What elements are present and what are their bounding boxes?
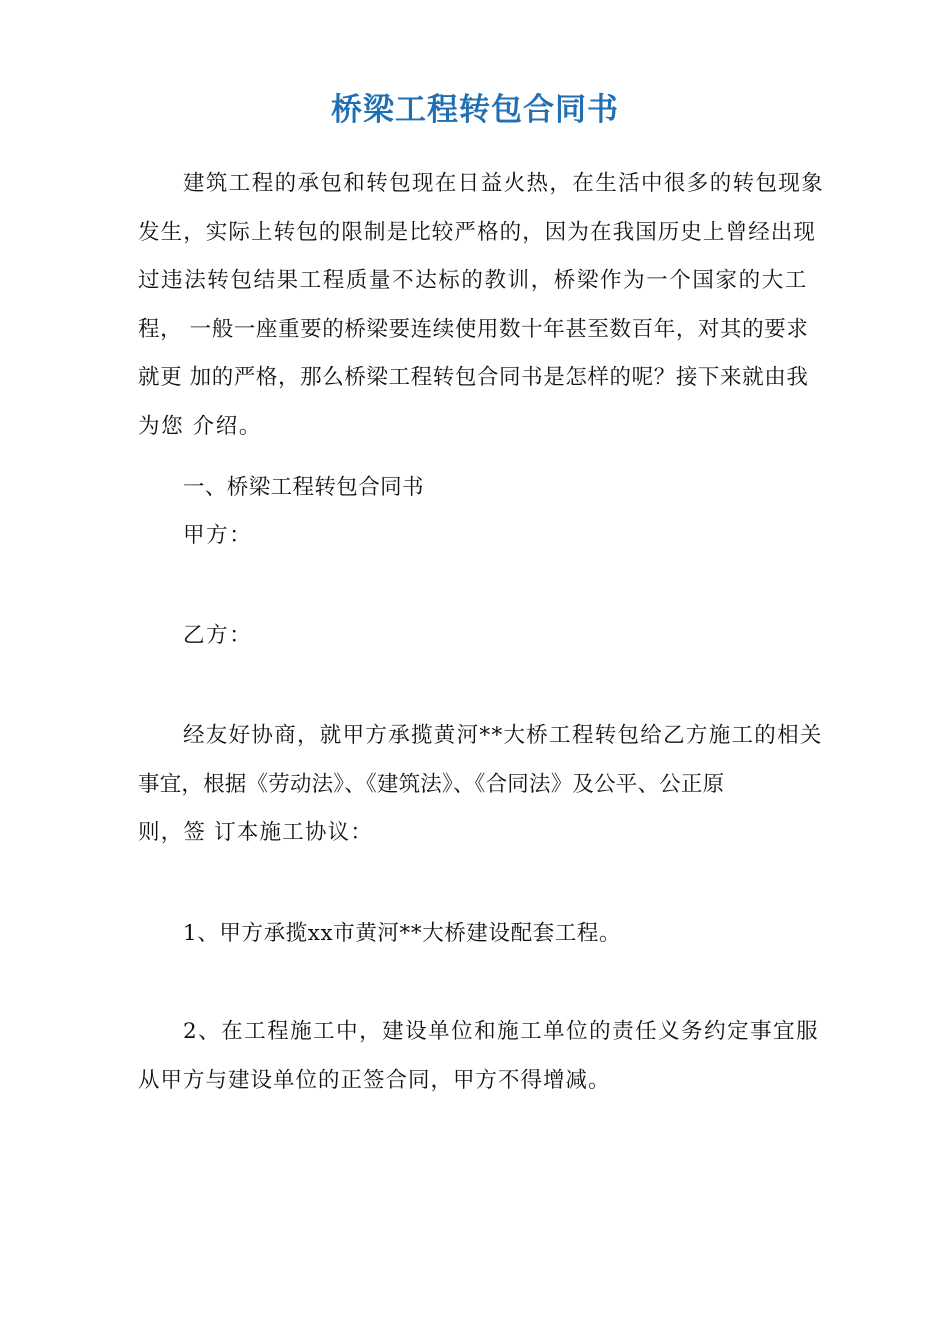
party-b-line [138,612,826,661]
intro-line: 就更 加的严格，那么桥梁工程转包合同书是怎样的呢？接下来就由我 [138,365,809,390]
clause-1-text: 1、甲方承揽xx市黄河**大桥建设配套工程。 [183,921,622,946]
agreement-line: 则，签 订本施工协议： [138,820,374,845]
clause-2-line: 2、在工程施工中，建设单位和施工单位的责任义务约定事宜服 [183,1019,820,1044]
agreement-paragraph [138,712,826,858]
intro-line: 过违法转包结果工程质量不达标的教训，桥梁作为一个国家的大工 [138,268,808,293]
intro-line: 建筑工程的承包和转包现在日益火热，在生活中很多的转包现象 [183,171,825,196]
intro-line: 程， 一般一座重要的桥梁要连续使用数十年甚至数百年，对其的要求 [138,316,809,342]
section-heading [138,464,826,513]
intro-paragraph [138,160,826,451]
party-a-label: 甲方： [183,523,253,548]
clause-2-line: 从甲方与建设单位的正签合同，甲方不得增减。 [138,1067,611,1093]
agreement-line: 事宜，根据《劳动法》、《建筑法》、《合同法》及公平、公正原 [138,771,725,797]
party-a-line [138,512,826,561]
clause-1 [138,910,826,959]
intro-line: 发生，实际上转包的限制是比较严格的，因为在我国历史上曾经出现 [138,219,817,245]
party-b-label: 乙方： [183,623,253,648]
intro-line: 为您 介绍。 [138,413,262,439]
document-title: 桥梁工程转包合同书 [331,92,619,128]
clause-2 [138,1008,826,1105]
section-heading-text: 一、桥梁工程转包合同书 [183,475,424,500]
agreement-line: 经友好协商，就甲方承揽黄河**大桥工程转包给乙方施工的相关 [183,723,823,748]
